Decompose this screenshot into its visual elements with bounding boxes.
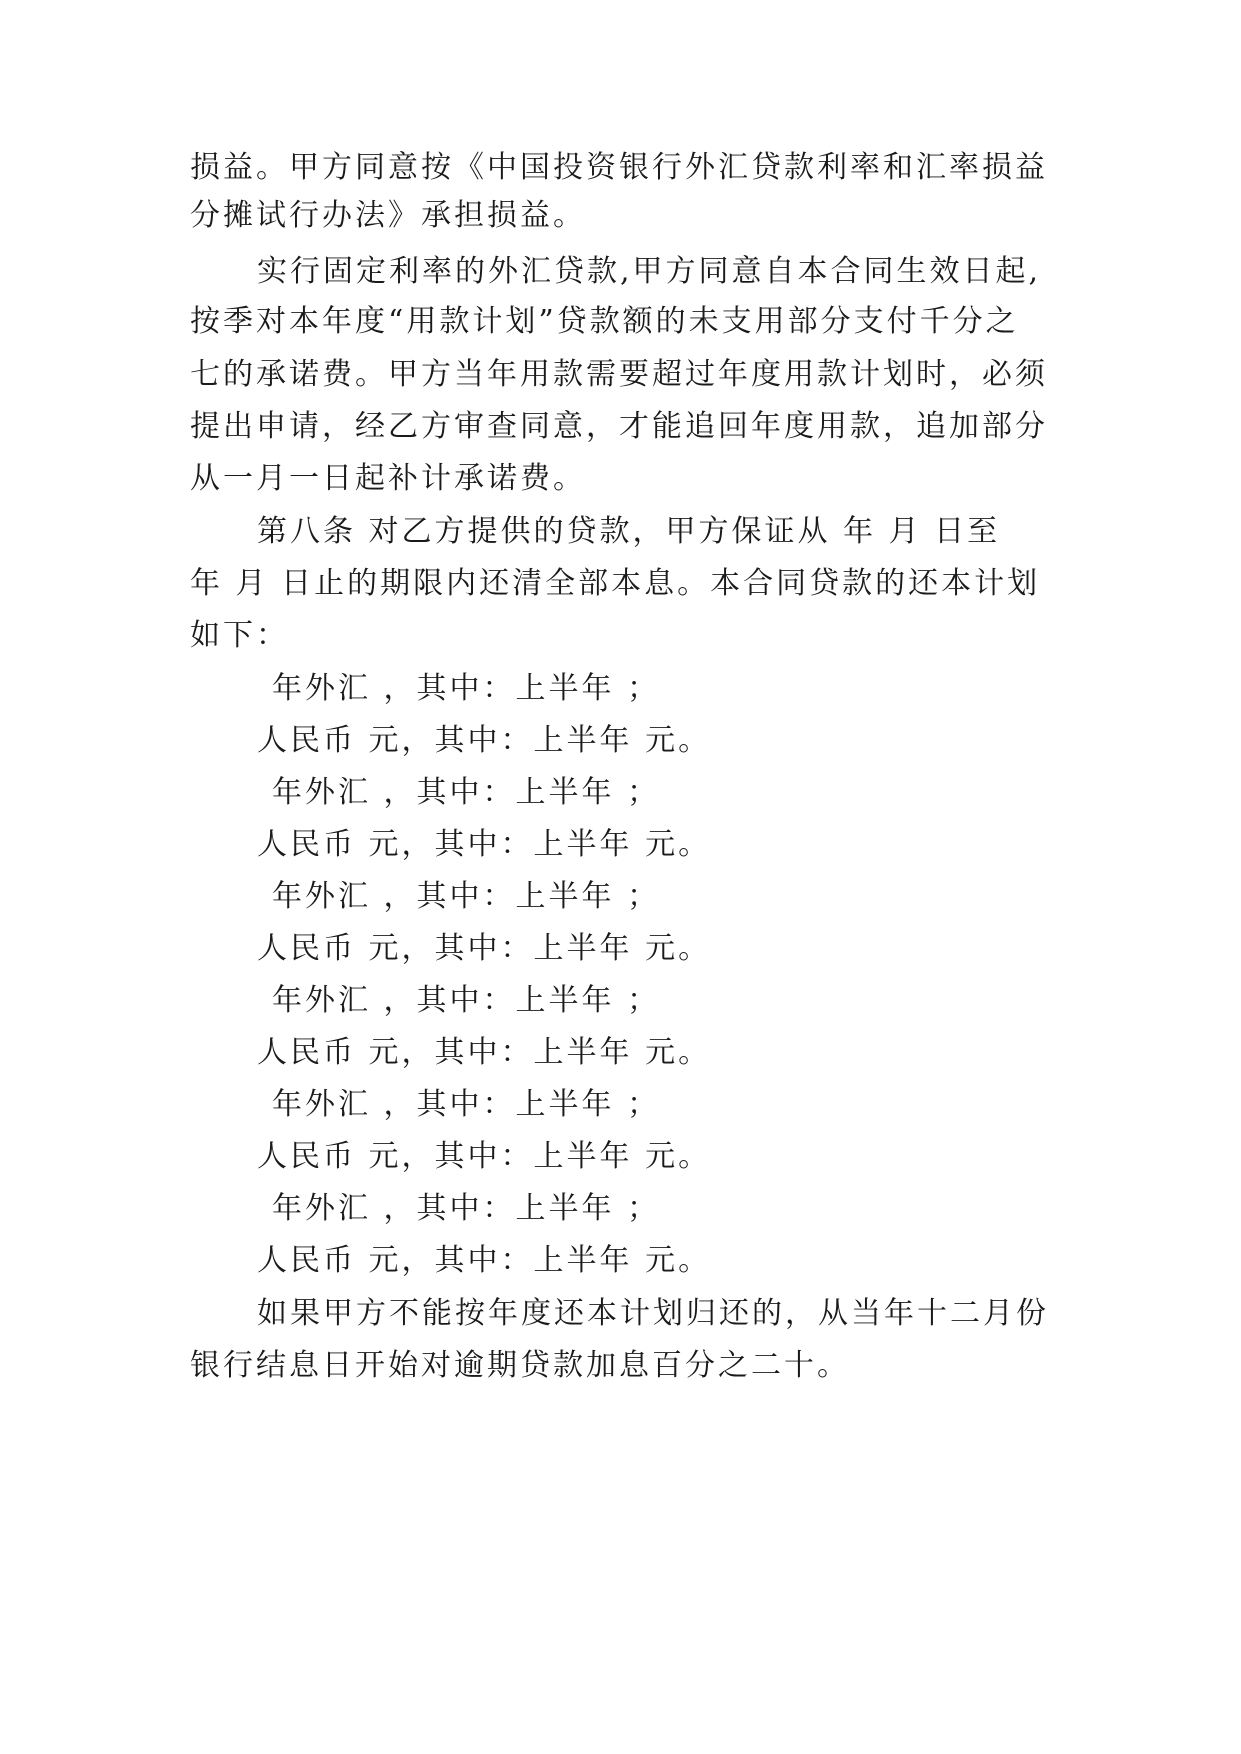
- repayment-fx-line-1: 年外汇 ，其中：上半年 ；: [272, 671, 661, 706]
- article8-line-3: 如下：: [190, 618, 289, 653]
- article8-line-2: 年 月 日止的期限内还清全部本息。本合同贷款的还本计划: [190, 566, 1041, 601]
- para1-line-1: 损益。甲方同意按《中国投资银行外汇贷款利率和汇率损益: [190, 150, 1048, 185]
- para1-line-2: 分摊试行办法》承担损益。: [190, 198, 586, 233]
- repayment-rmb-line-1: 人民币 元，其中：上半年 元。: [257, 723, 712, 758]
- repayment-fx-line-4: 年外汇 ，其中：上半年 ；: [272, 983, 661, 1018]
- repayment-rmb-line-2: 人民币 元，其中：上半年 元。: [257, 827, 712, 862]
- repayment-rmb-line-3: 人民币 元，其中：上半年 元。: [257, 931, 712, 966]
- repayment-fx-line-2: 年外汇 ，其中：上半年 ；: [272, 775, 661, 810]
- para2-line-3: 七的承诺费。甲方当年用款需要超过年度用款计划时，必须: [190, 357, 1048, 392]
- para2-line-4: 提出申请，经乙方审查同意，才能追回年度用款，追加部分: [190, 409, 1048, 444]
- article8-line-1: 第八条 对乙方提供的贷款，甲方保证从 年 月 日至: [257, 514, 1001, 549]
- para2-line-2: 按季对本年度“用款计划”贷款额的未支用部分支付千分之: [190, 304, 1019, 339]
- repayment-fx-line-6: 年外汇 ，其中：上半年 ；: [272, 1191, 661, 1226]
- para2-line-5: 从一月一日起补计承诺费。: [190, 461, 586, 496]
- repayment-fx-line-3: 年外汇 ，其中：上半年 ；: [272, 879, 661, 914]
- penalty-line-2: 银行结息日开始对逾期贷款加息百分之二十。: [190, 1348, 850, 1383]
- repayment-fx-line-5: 年外汇 ，其中：上半年 ；: [272, 1087, 661, 1122]
- penalty-line-1: 如果甲方不能按年度还本计划归还的，从当年十二月份: [257, 1296, 1049, 1331]
- para2-line-1: 实行固定利率的外汇贷款,甲方同意自本合同生效日起,: [257, 254, 1042, 289]
- repayment-rmb-line-6: 人民币 元，其中：上半年 元。: [257, 1243, 712, 1278]
- repayment-rmb-line-4: 人民币 元，其中：上半年 元。: [257, 1035, 712, 1070]
- repayment-rmb-line-5: 人民币 元，其中：上半年 元。: [257, 1139, 712, 1174]
